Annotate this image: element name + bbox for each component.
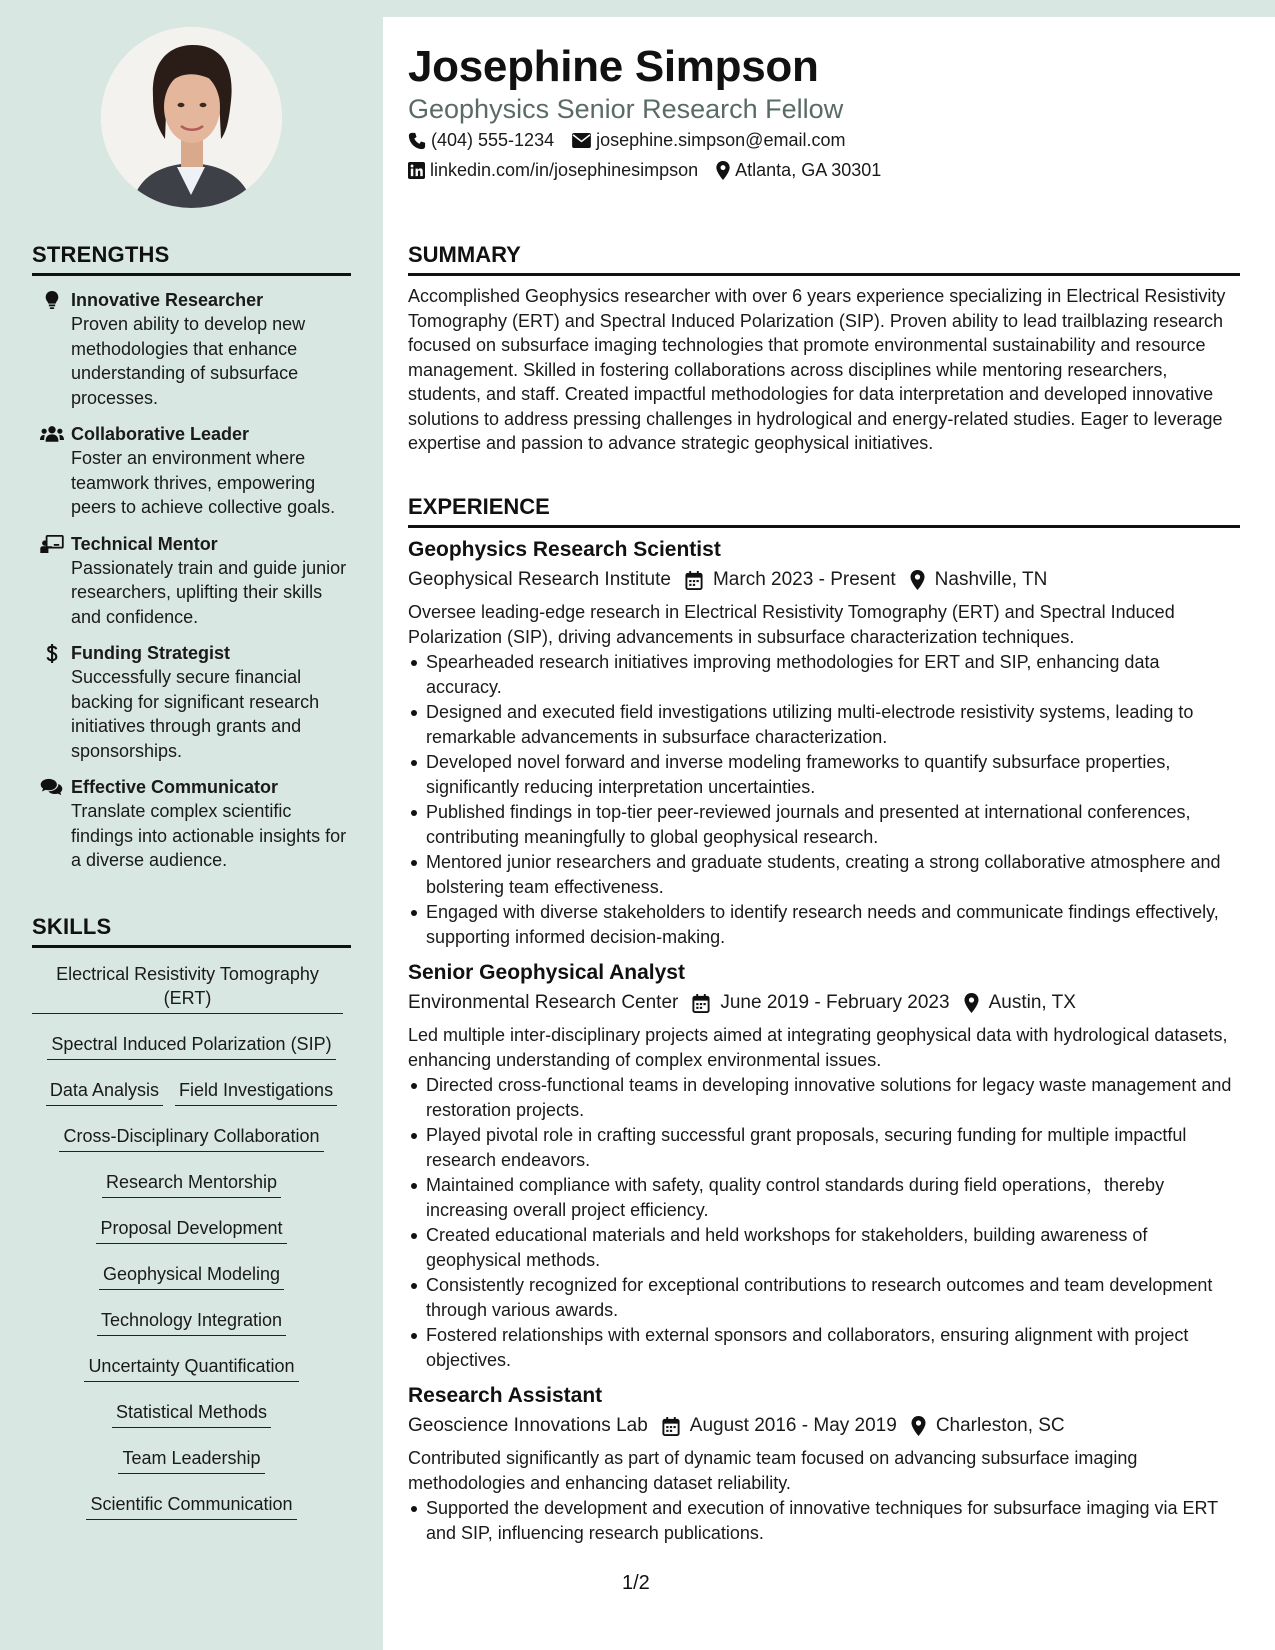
skill-tag: Proposal Development xyxy=(96,1216,286,1244)
job-company: Environmental Research Center xyxy=(408,992,679,1013)
job-title: Senior Geophysical Analyst xyxy=(408,961,685,984)
comments-icon xyxy=(40,778,63,796)
strengths-section xyxy=(32,242,351,885)
job-entry xyxy=(408,1382,1240,1545)
candidate-name: Josephine Simpson xyxy=(408,42,819,91)
bullet-item: Consistently recognized for exceptional contributions to research outcomes and team development through various awards. xyxy=(408,1273,1240,1322)
skill-tag: Field Investigations xyxy=(175,1078,337,1106)
job-company: Geoscience Innovations Lab xyxy=(408,1415,648,1436)
job-dates: June 2019 - February 2023 xyxy=(720,992,950,1013)
bullet-item: Designed and executed field investigations utilizing multi-electrode resistivity systems, leading to remarkable advancements in subsurface characterization. xyxy=(408,700,1240,749)
strength-desc: Proven ability to develop new methodologies that enhance understanding of subsurface processes. xyxy=(71,314,306,408)
map-pin-icon xyxy=(964,993,979,1013)
strength-item xyxy=(32,422,351,520)
job-description: Contributed significantly as part of dynamic team focused on advancing subsurface imaging methodologies and enhancing dataset reliability. xyxy=(408,1448,1138,1493)
email-text: josephine.simpson@email.com xyxy=(596,130,846,150)
map-pin-icon xyxy=(910,570,925,590)
calendar-icon xyxy=(685,571,703,590)
contact-row-1 xyxy=(408,130,845,151)
job-entry xyxy=(408,959,1240,1372)
linkedin-text: linkedin.com/in/josephinesimpson xyxy=(430,160,699,180)
job-description: Oversee leading-edge research in Electrical Resistivity Tomography (ERT) and Spectral Induced Polarization (SIP), driving advancements in subsurface characterization techniques. xyxy=(408,602,1175,647)
dollar-icon xyxy=(46,644,58,663)
email-contact[interactable] xyxy=(572,130,845,151)
job-meta xyxy=(408,988,1240,1018)
job-bullets xyxy=(408,650,1240,949)
job-dates: March 2023 - Present xyxy=(712,569,896,590)
avatar xyxy=(101,27,282,208)
job-location: Austin, TX xyxy=(988,992,1076,1013)
skill-tag: Team Leadership xyxy=(118,1446,264,1474)
job-dates: August 2016 - May 2019 xyxy=(689,1415,897,1436)
strength-desc: Passionately train and guide junior researchers, uplifting their skills and confidence. xyxy=(71,557,347,627)
skills-section xyxy=(32,914,351,1538)
contact-row-2 xyxy=(408,160,881,181)
lightbulb-icon xyxy=(45,291,59,309)
experience-section xyxy=(408,494,1240,1546)
job-title: Research Assistant xyxy=(408,1384,603,1407)
calendar-icon xyxy=(692,994,710,1013)
linkedin-icon xyxy=(408,162,425,179)
job-bullets xyxy=(408,1073,1240,1372)
envelope-icon xyxy=(572,133,591,148)
bullet-item: Published findings in top-tier peer-reviewed journals and presented at international conferences, contributing meaningfully to global geophysical research. xyxy=(408,800,1240,849)
map-pin-icon xyxy=(911,1416,926,1436)
skill-tag: Spectral Induced Polarization (SIP) xyxy=(47,1032,335,1060)
job-location: Nashville, TN xyxy=(934,569,1048,590)
job-company: Geophysical Research Institute xyxy=(408,569,671,590)
strength-desc: Successfully secure financial backing for significant research initiatives through grants and sponsorships. xyxy=(71,667,320,761)
phone-contact[interactable] xyxy=(408,130,554,151)
bullet-item: Spearheaded research initiatives improving methodologies for ERT and SIP, enhancing data accuracy. xyxy=(408,650,1240,699)
skill-tag: Cross-Disciplinary Collaboration xyxy=(59,1124,323,1152)
strength-item xyxy=(32,775,351,873)
job-meta xyxy=(408,565,1240,595)
bullet-item: Played pivotal role in crafting successful grant proposals, securing funding for multiple impactful research endeavors. xyxy=(408,1123,1240,1172)
phone-icon xyxy=(408,132,426,150)
skill-tag: Statistical Methods xyxy=(112,1400,271,1428)
location-text: Atlanta, GA 30301 xyxy=(735,160,882,180)
linkedin-contact[interactable] xyxy=(408,160,698,181)
skill-tag: Data Analysis xyxy=(46,1078,163,1106)
bullet-item: Mentored junior researchers and graduate students, creating a strong collaborative atmosphere and bolstering team effectiveness. xyxy=(408,850,1240,899)
experience-heading: EXPERIENCE xyxy=(408,494,1240,528)
skill-tag: Uncertainty Quantification xyxy=(84,1354,298,1382)
top-accent-strip xyxy=(383,0,1275,17)
bullet-item: Developed novel forward and inverse modeling frameworks to quantify subsurface properties, significantly reducing interpretation uncertainties. xyxy=(408,750,1240,799)
job-meta xyxy=(408,1411,1240,1441)
location-contact xyxy=(716,160,881,181)
strength-item xyxy=(32,288,351,410)
strength-title: Funding Strategist xyxy=(71,643,230,663)
map-pin-icon xyxy=(716,161,730,180)
users-icon xyxy=(40,425,64,442)
summary-text: Accomplished Geophysics researcher with over 6 years experience specializing in Electrical Resistivity Tomography (ERT) and Spectral Induced Polarization (SIP). Proven ability to lead trailblazing research focused on subsurface imaging technologies that promote environmental sustainability and resource management. Skilled in fostering collaborations across disciplines while mentoring researchers, students, and staff. Created impactful methodologies for data interpretation and developed innovative solutions to address pressing challenges in hydrological and energy-related studies. Eager to leverage expertise and passion to advance strategic geophysical initiatives. xyxy=(408,286,1226,453)
portrait-photo xyxy=(101,27,282,208)
calendar-icon xyxy=(662,1417,680,1436)
summary-section xyxy=(408,242,1240,456)
page-indicator: 1/2 xyxy=(622,1572,650,1594)
strength-desc: Foster an environment where teamwork thrives, empowering peers to achieve collective goals. xyxy=(71,448,336,517)
skill-tag: Research Mentorship xyxy=(102,1170,281,1198)
strength-title: Innovative Researcher xyxy=(71,290,264,310)
chalkboard-teacher-icon xyxy=(40,535,64,553)
bullet-item: Supported the development and execution of innovative techniques for subsurface imaging via ERT and SIP, influencing research publications. xyxy=(408,1496,1240,1545)
strength-desc: Translate complex scientific findings into actionable insights for a diverse audience. xyxy=(71,801,347,870)
strengths-heading: STRENGTHS xyxy=(32,242,351,276)
strength-item xyxy=(32,532,351,630)
strength-title: Technical Mentor xyxy=(71,533,218,554)
strength-title: Collaborative Leader xyxy=(71,424,250,444)
bullet-item: Engaged with diverse stakeholders to identify research needs and communicate findings effectively, supporting informed decision-making. xyxy=(408,900,1240,949)
skill-tag: Technology Integration xyxy=(97,1308,286,1336)
summary-heading: SUMMARY xyxy=(408,242,1240,276)
bullet-item: Fostered relationships with external sponsors and collaborators, ensuring alignment with project objectives. xyxy=(408,1323,1240,1372)
strength-title: Effective Communicator xyxy=(71,777,279,797)
phone-text: (404) 555-1234 xyxy=(431,130,555,150)
strength-item xyxy=(32,641,351,763)
job-bullets xyxy=(408,1496,1240,1545)
skill-tag: Electrical Resistivity Tomography (ERT) xyxy=(32,962,343,1014)
candidate-title: Geophysics Senior Research Fellow xyxy=(408,94,844,124)
job-location: Charleston, SC xyxy=(935,1415,1065,1436)
skill-tag: Scientific Communication xyxy=(86,1492,296,1520)
bullet-item: Directed cross-functional teams in developing innovative solutions for legacy waste management and restoration projects. xyxy=(408,1073,1240,1122)
job-title: Geophysics Research Scientist xyxy=(408,538,721,561)
skills-heading: SKILLS xyxy=(32,914,351,948)
job-entry xyxy=(408,536,1240,949)
job-description: Led multiple inter-disciplinary projects aimed at integrating geophysical data with hydrological datasets, enhancing understanding of complex environmental issues. xyxy=(408,1025,1228,1070)
bullet-item: Created educational materials and held workshops for stakeholders, building awareness of geophysical methods. xyxy=(408,1223,1240,1272)
skill-tag: Geophysical Modeling xyxy=(99,1262,284,1290)
bullet-item: Maintained compliance with safety, quality control standards during field operations，thereby increasing overall project efficiency. xyxy=(408,1173,1240,1222)
